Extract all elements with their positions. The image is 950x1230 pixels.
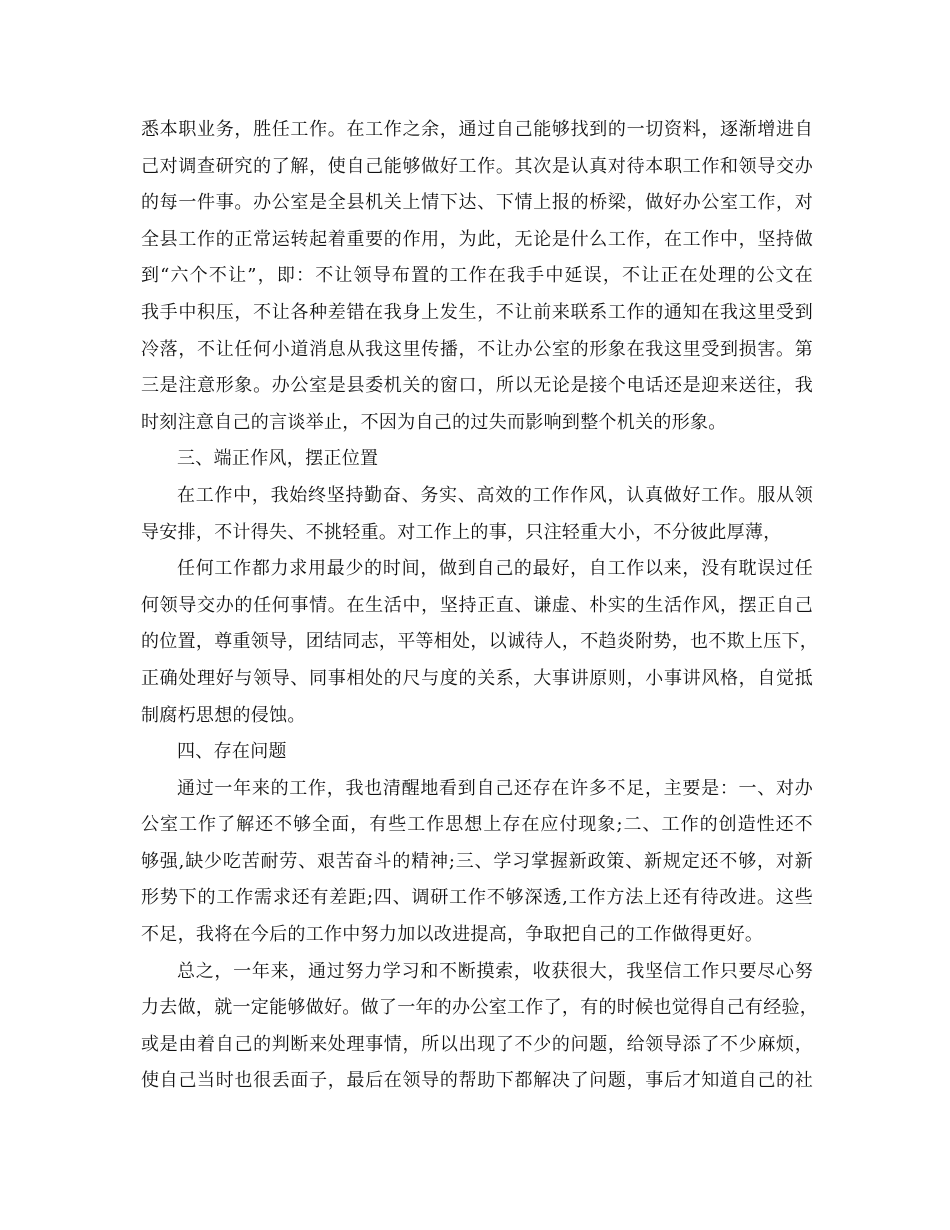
text-line: 够强,缺少吃苦耐劳、艰苦奋斗的精神;三、学习掌握新政策、新规定还不够，对新 <box>141 850 813 872</box>
text-line: 公室工作了解还不够全面，有些工作思想上存在应付现象;二、工作的创造性还不 <box>141 814 813 836</box>
section-heading: 三、端正作风，摆正位置 <box>177 448 379 470</box>
text-line: 的位置，尊重领导，团结同志，平等相处，以诚待人，不趋炎附势，也不欺上压下， <box>141 631 819 653</box>
text-line: 导安排，不计得失、不挑轻重。对工作上的事，只注轻重大小，不分彼此厚薄， <box>141 521 782 543</box>
document-body <box>141 112 819 1100</box>
text-line: 不足，我将在今后的工作中努力加以改进提高，争取把自己的工作做得更好。 <box>141 924 764 946</box>
text-line: 任何工作都力求用最少的时间，做到自己的最好，自工作以来，没有耽误过任 <box>177 558 813 580</box>
text-line: 通过一年来的工作，我也清醒地看到自己还存在许多不足，主要是：一、对办 <box>177 777 813 799</box>
text-line: 三是注意形象。办公室是县委机关的窗口，所以无论是接个电话还是迎来送往，我 <box>141 375 813 397</box>
text-line: 到“六个不让”，即：不让领导布置的工作在我手中延误，不让正在处理的公文在 <box>141 265 813 287</box>
text-line: 总之，一年来，通过努力学习和不断摸索，收获很大，我坚信工作只要尽心努 <box>177 960 813 982</box>
text-line: 何领导交办的任何事情。在生活中，坚持正直、谦虚、朴实的生活作风，摆正自己 <box>141 594 813 616</box>
text-line: 冷落，不让任何小道消息从我这里传播，不让办公室的形象在我这里受到损害。第 <box>141 338 813 360</box>
text-line: 在工作中，我始终坚持勤奋、务实、高效的工作作风，认真做好工作。服从领 <box>177 484 813 506</box>
text-line: 我手中积压，不让各种差错在我身上发生，不让前来联系工作的通知在我这里受到 <box>141 301 813 323</box>
text-line: 使自己当时也很丢面子，最后在领导的帮助下都解决了问题，事后才知道自己的社 <box>141 1070 813 1092</box>
text-line: 力去做，就一定能够做好。做了一年的办公室工作了，有的时候也觉得自己有经验， <box>141 997 819 1019</box>
text-line: 形势下的工作需求还有差距;四、调研工作不够深透,工作方法上还有待改进。这些 <box>141 887 813 909</box>
text-line: 的每一件事。办公室是全县机关上情下达、下情上报的桥梁，做好办公室工作，对 <box>141 192 813 214</box>
text-line: 己对调查研究的了解，使自己能够做好工作。其次是认真对待本职工作和领导交办 <box>141 155 813 177</box>
text-line: 时刻注意自己的言谈举止，不因为自己的过失而影响到整个机关的形象。 <box>141 411 727 433</box>
text-line: 或是由着自己的判断来处理事情，所以出现了不少的问题，给领导添了不少麻烦， <box>141 1033 813 1055</box>
section-heading: 四、存在问题 <box>177 741 287 763</box>
text-line: 正确处理好与领导、同事相处的尺与度的关系，大事讲原则，小事讲风格，自觉抵 <box>141 667 813 689</box>
text-line: 悉本职业务，胜任工作。在工作之余，通过自己能够找到的一切资料，逐渐增进自 <box>141 119 813 140</box>
text-line: 制腐朽思想的侵蚀。 <box>141 704 306 726</box>
text-line: 全县工作的正常运转起着重要的作用，为此，无论是什么工作，在工作中，坚持做 <box>141 228 813 250</box>
